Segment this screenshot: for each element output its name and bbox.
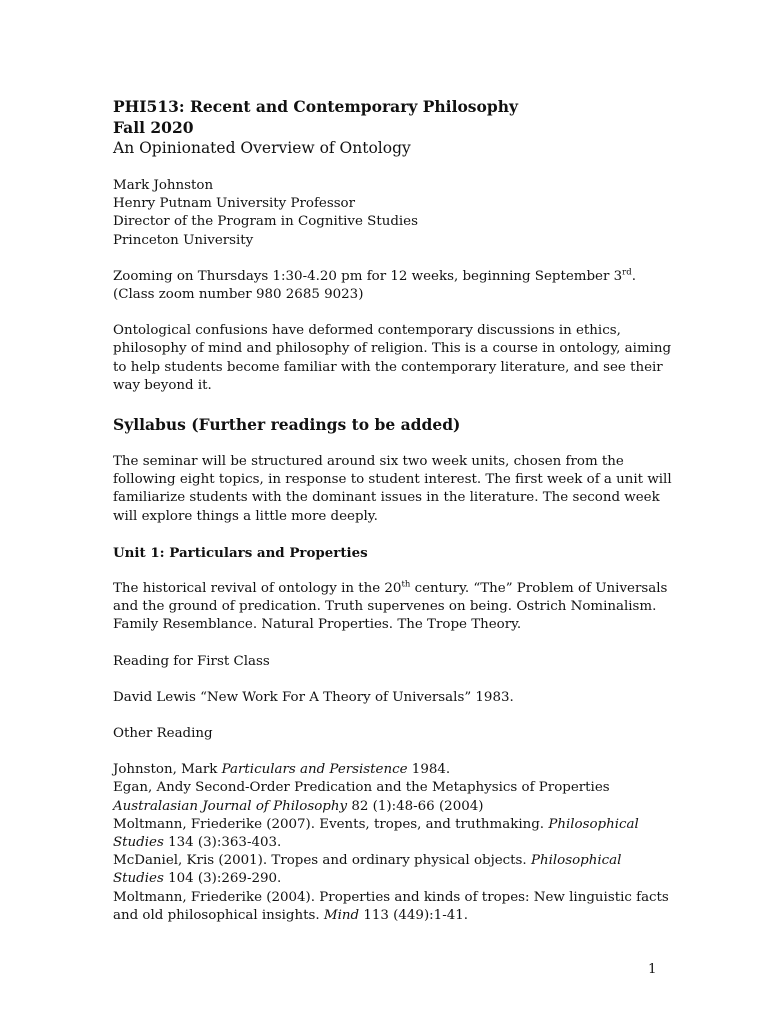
schedule-text-after: . (Class zoom number 980 2685 9023) xyxy=(113,268,636,303)
reference-item: Moltmann, Friederike (2004). Properties and kinds of tropes: New linguistic facts and old philosophical insights. Mind 113 (449):1-41. xyxy=(113,889,669,923)
unit1-desc-sup: th xyxy=(401,579,411,590)
intro-paragraph: Ontological confusions have deformed contemporary discussions in ethics, philosophy of mind and philosophy of religion. This is a course in ontology, aiming to help students become familiar with the contemporary literature, and see their way beyond it. xyxy=(113,323,672,393)
reference-item: Moltmann, Friederike (2007). Events, tropes, and truthmaking. Philosophical Studies 134 (3):363-403. xyxy=(113,816,639,851)
first-class-label: Reading for First Class xyxy=(113,653,270,669)
syllabus-heading: Syllabus (Further readings to be added) xyxy=(113,415,461,435)
course-title: PHI513: Recent and Contemporary Philosophy xyxy=(113,97,518,116)
unit1-description xyxy=(113,580,673,635)
reference-list xyxy=(113,761,673,925)
instructor-block xyxy=(113,177,673,250)
unit1-heading: Unit 1: Particulars and Properties xyxy=(113,544,368,561)
instructor-title: Henry Putnam University Professor xyxy=(113,196,356,212)
reference-item: McDaniel, Kris (2001). Tropes and ordinary physical objects. Philosophical Studies 104 (3):269-290. xyxy=(113,853,622,887)
syllabus-description: The seminar will be structured around six two week units, chosen from the following eight topics, in response to student interest. The first week of a unit will familiarize students with the dominant issues in the literature. The second week will explore things a little more deeply. xyxy=(113,454,672,524)
first-class-reading: David Lewis “New Work For A Theory of Universals” 1983. xyxy=(113,689,514,705)
schedule-text: Zooming on Thursdays 1:30-4.20 pm for 12 weeks, beginning September 3 xyxy=(113,268,623,284)
document-page xyxy=(113,96,673,925)
unit1-desc-text: The historical revival of ontology in the 20 xyxy=(113,581,402,597)
schedule-sup: rd xyxy=(622,267,632,278)
course-subtitle: An Opinionated Overview of Ontology xyxy=(113,139,411,157)
page-number: 1 xyxy=(648,962,657,977)
other-reading-label: Other Reading xyxy=(113,726,213,742)
reference-item: Johnston, Mark Particulars and Persistence 1984. xyxy=(113,762,451,778)
instructor-institution: Princeton University xyxy=(113,232,254,248)
course-term: Fall 2020 xyxy=(113,118,194,137)
instructor-name: Mark Johnston xyxy=(113,178,214,193)
instructor-role: Director of the Program in Cognitive Studies xyxy=(113,214,418,230)
unit1-desc-text-after: century. “The” Problem of Universals and the ground of predication. Truth supervenes on being. Ostrich Nominalism. Family Resemblance. Natural Properties. The Trope Theory. xyxy=(113,581,668,633)
schedule-paragraph xyxy=(113,268,673,304)
reference-item: Egan, Andy Second-Order Predication and the Metaphysics of Properties Australasian Journal of Philosophy 82 (1):48-66 (2004) xyxy=(113,780,610,814)
